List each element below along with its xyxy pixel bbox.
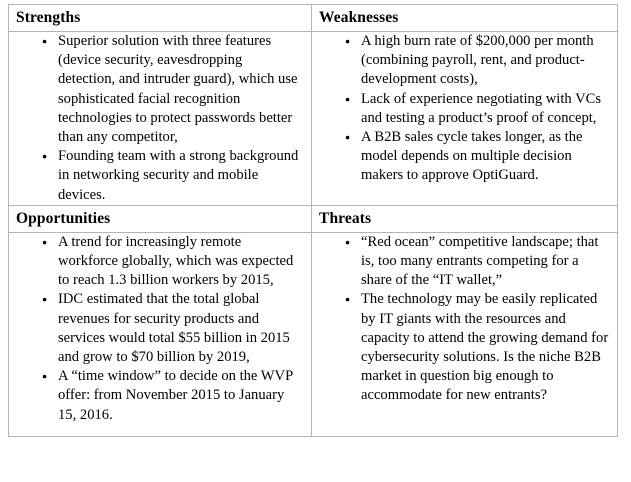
list-item: ● Lack of experience negotiating with VCs and testing a product’s proof of concept, [312, 90, 617, 128]
threats-title: Threats [319, 209, 372, 227]
strengths-title: Strengths [16, 9, 81, 26]
threats-header-cell [312, 205, 618, 232]
list-item: ● Superior solution with three features (device security, eavesdropping detection, and intruder guard), which use sophisticated facial recognition technologies to protect passwords better than any competitor, [9, 32, 311, 147]
opportunities-list [9, 233, 311, 425]
strengths-header-cell [9, 5, 312, 32]
weaknesses-header-cell [312, 5, 618, 32]
swot-table [8, 4, 618, 437]
list-item: ● Founding team with a strong background in networking security and mobile devices. [9, 147, 311, 205]
list-item: ● A trend for increasingly remote workforce globally, which was expected to reach 1.3 billion workers by 2015, [9, 233, 311, 291]
list-item: ● A B2B sales cycle takes longer, as the model depends on multiple decision makers to approve OptiGuard. [312, 128, 617, 186]
list-item: ● The technology may be easily replicated by IT giants with the resources and capacity to attend the growing demand for cybersecurity solutions. Is the niche B2B market in question big enough to accommodate for new entrants? [312, 290, 617, 405]
weaknesses-list [312, 32, 617, 186]
threats-body-cell [312, 232, 618, 436]
list-item: ● “Red ocean” competitive landscape; that is, too many entrants competing for a share of the “IT wallet,” [312, 233, 617, 291]
weaknesses-title: Weaknesses [319, 9, 399, 26]
opportunities-title: Opportunities [16, 209, 111, 227]
list-item: ● A high burn rate of $200,000 per month (combining payroll, rent, and product-development costs), [312, 32, 617, 90]
opportunities-body-cell [9, 232, 312, 436]
list-item: ● IDC estimated that the total global revenues for security products and services would total $55 billion in 2015 and grow to $70 billion by 2019, [9, 290, 311, 367]
swot-body-row-2 [9, 232, 618, 436]
swot-body-row-1 [9, 32, 618, 206]
swot-header-row-1 [9, 5, 618, 32]
threats-list [312, 233, 617, 406]
swot-header-row-2 [9, 205, 618, 232]
strengths-list [9, 32, 311, 205]
weaknesses-body-cell [312, 32, 618, 206]
opportunities-header-cell [9, 205, 312, 232]
list-item: ● A “time window” to decide on the WVP offer: from November 2015 to January 15, 2016. [9, 367, 311, 425]
strengths-body-cell [9, 32, 312, 206]
